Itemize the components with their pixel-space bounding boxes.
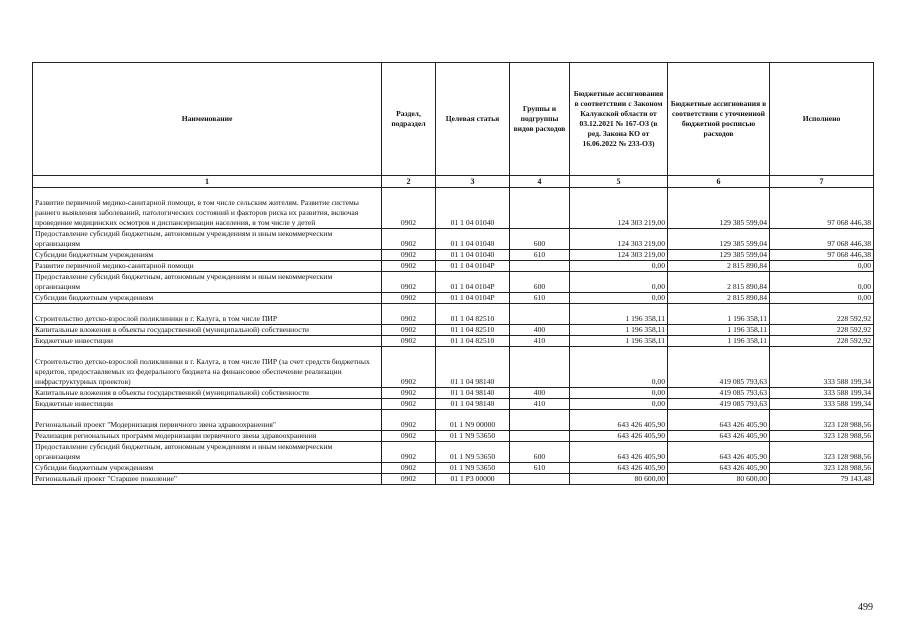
header-name: Наименование	[33, 63, 382, 176]
header-row	[33, 63, 874, 176]
cell-section: 0902	[382, 474, 436, 485]
column-number: 3	[436, 176, 510, 188]
cell-expense-group: 600	[510, 272, 570, 293]
cell-budget-schedule: 419 085 793,63	[668, 347, 770, 388]
cell-expense-group: 600	[510, 229, 570, 250]
cell-executed: 79 143,48	[770, 474, 874, 485]
cell-expense-group	[510, 347, 570, 388]
cell-executed: 0,00	[770, 272, 874, 293]
cell-expense-group: 600	[510, 442, 570, 463]
cell-executed: 97 068 446,38	[770, 229, 874, 250]
cell-law-allocation: 1 196 358,11	[570, 325, 668, 336]
cell-budget-schedule: 2 815 890,84	[668, 261, 770, 272]
cell-name: Развитие первичной медико-санитарной помощи	[33, 261, 382, 272]
cell-executed: 228 592,92	[770, 304, 874, 325]
cell-budget-schedule: 1 196 358,11	[668, 304, 770, 325]
cell-expense-group: 610	[510, 293, 570, 304]
cell-executed: 0,00	[770, 261, 874, 272]
table-row	[33, 250, 874, 261]
cell-law-allocation: 1 196 358,11	[570, 304, 668, 325]
cell-expense-group: 610	[510, 250, 570, 261]
cell-section: 0902	[382, 410, 436, 431]
table-body	[33, 188, 874, 485]
cell-law-allocation: 124 303 219,00	[570, 229, 668, 250]
cell-budget-schedule: 129 385 599,04	[668, 250, 770, 261]
budget-table	[32, 62, 874, 485]
cell-budget-schedule: 419 085 793,63	[668, 388, 770, 399]
cell-target-item: 01 1 04 01040	[436, 229, 510, 250]
table-row	[33, 442, 874, 463]
table-row	[33, 463, 874, 474]
cell-law-allocation: 0,00	[570, 388, 668, 399]
cell-name: Реализация региональных программ модернизации первичного звена здравоохранения	[33, 431, 382, 442]
cell-target-item: 01 1 04 01040	[436, 250, 510, 261]
cell-law-allocation: 0,00	[570, 272, 668, 293]
cell-name: Капитальные вложения в объекты государственной (муниципальной) собственности	[33, 325, 382, 336]
table-row	[33, 272, 874, 293]
cell-section: 0902	[382, 188, 436, 229]
cell-budget-schedule: 643 426 405,90	[668, 463, 770, 474]
cell-section: 0902	[382, 250, 436, 261]
cell-law-allocation: 80 600,00	[570, 474, 668, 485]
cell-law-allocation: 124 303 219,00	[570, 250, 668, 261]
cell-executed: 323 128 988,56	[770, 442, 874, 463]
table-row	[33, 293, 874, 304]
header-law-allocation: Бюджетные ассигнования в соответствии с Законом Калужской области от 03.12.2021 № 167-ОЗ (в ред. Закона КО от 16.06.2022 № 233-ОЗ)	[570, 63, 668, 176]
cell-expense-group: 410	[510, 336, 570, 347]
cell-executed: 333 588 199,34	[770, 388, 874, 399]
cell-target-item: 01 1 04 98140	[436, 347, 510, 388]
cell-expense-group: 400	[510, 325, 570, 336]
cell-executed: 97 068 446,38	[770, 250, 874, 261]
cell-budget-schedule: 80 600,00	[668, 474, 770, 485]
cell-executed: 333 588 199,34	[770, 347, 874, 388]
cell-law-allocation: 0,00	[570, 293, 668, 304]
cell-budget-schedule: 2 815 890,84	[668, 272, 770, 293]
table-row	[33, 336, 874, 347]
cell-executed: 323 128 988,56	[770, 463, 874, 474]
cell-section: 0902	[382, 388, 436, 399]
column-number: 7	[770, 176, 874, 188]
cell-section: 0902	[382, 399, 436, 410]
cell-section: 0902	[382, 229, 436, 250]
header-expense-group: Группы и подгруппы видов расходов	[510, 63, 570, 176]
cell-expense-group: 610	[510, 463, 570, 474]
cell-expense-group	[510, 304, 570, 325]
cell-executed: 323 128 988,56	[770, 431, 874, 442]
cell-section: 0902	[382, 304, 436, 325]
header-budget-schedule: Бюджетные ассигнования в соответствии с уточненной бюджетной росписью расходов	[668, 63, 770, 176]
cell-expense-group: 410	[510, 399, 570, 410]
cell-name: Бюджетные инвестиции	[33, 399, 382, 410]
cell-section: 0902	[382, 347, 436, 388]
cell-target-item: 01 1 04 01040	[436, 188, 510, 229]
column-number: 2	[382, 176, 436, 188]
cell-executed: 0,00	[770, 293, 874, 304]
cell-name: Субсидии бюджетным учреждениям	[33, 293, 382, 304]
cell-budget-schedule: 643 426 405,90	[668, 410, 770, 431]
cell-name: Субсидии бюджетным учреждениям	[33, 463, 382, 474]
page-number: 499	[858, 602, 873, 613]
cell-executed: 323 128 988,56	[770, 410, 874, 431]
column-number: 1	[33, 176, 382, 188]
cell-expense-group	[510, 188, 570, 229]
cell-budget-schedule: 129 385 599,04	[668, 188, 770, 229]
cell-target-item: 01 1 N9 53650	[436, 463, 510, 474]
header-target-item: Целевая статья	[436, 63, 510, 176]
cell-section: 0902	[382, 336, 436, 347]
cell-expense-group	[510, 431, 570, 442]
cell-budget-schedule: 1 196 358,11	[668, 336, 770, 347]
cell-name: Строительство детско-взрослой поликлиники в г. Калуга, в том числе ПИР	[33, 304, 382, 325]
cell-target-item: 01 1 04 0104P	[436, 272, 510, 293]
table-row	[33, 474, 874, 485]
table-row	[33, 188, 874, 229]
cell-law-allocation: 643 426 405,90	[570, 431, 668, 442]
cell-name: Развитие первичной медико-санитарной помощи, в том числе сельским жителям. Развитие системы раннего выявления заболеваний, патологических состояний и факторов риска их развития, включая проведение медицинских осмотров и диспансеризации населения, в том числе у детей	[33, 188, 382, 229]
table-row	[33, 388, 874, 399]
cell-executed: 228 592,92	[770, 325, 874, 336]
table-row	[33, 399, 874, 410]
cell-budget-schedule: 419 085 793,63	[668, 399, 770, 410]
cell-target-item: 01 1 P3 00000	[436, 474, 510, 485]
cell-section: 0902	[382, 442, 436, 463]
cell-target-item: 01 1 04 82510	[436, 325, 510, 336]
cell-name: Предоставление субсидий бюджетным, автономным учреждениям и иным некоммерческим организациям	[33, 272, 382, 293]
cell-name: Региональный проект "Модернизация первичного звена здравоохранения"	[33, 410, 382, 431]
cell-law-allocation: 643 426 405,90	[570, 463, 668, 474]
cell-law-allocation: 643 426 405,90	[570, 442, 668, 463]
cell-budget-schedule: 643 426 405,90	[668, 442, 770, 463]
cell-name: Субсидии бюджетным учреждениям	[33, 250, 382, 261]
cell-section: 0902	[382, 463, 436, 474]
cell-law-allocation: 0,00	[570, 261, 668, 272]
table-row	[33, 347, 874, 388]
cell-law-allocation: 0,00	[570, 347, 668, 388]
column-number: 4	[510, 176, 570, 188]
cell-section: 0902	[382, 261, 436, 272]
cell-name: Предоставление субсидий бюджетным, автономным учреждениям и иным некоммерческим организациям	[33, 229, 382, 250]
cell-expense-group	[510, 474, 570, 485]
cell-law-allocation: 1 196 358,11	[570, 336, 668, 347]
cell-target-item: 01 1 N9 53650	[436, 442, 510, 463]
table-row	[33, 325, 874, 336]
cell-executed: 228 592,92	[770, 336, 874, 347]
cell-executed: 97 068 446,38	[770, 188, 874, 229]
cell-target-item: 01 1 04 0104P	[436, 293, 510, 304]
cell-budget-schedule: 643 426 405,90	[668, 431, 770, 442]
cell-target-item: 01 1 04 82510	[436, 304, 510, 325]
cell-target-item: 01 1 N9 00000	[436, 410, 510, 431]
cell-law-allocation: 124 303 219,00	[570, 188, 668, 229]
column-number: 6	[668, 176, 770, 188]
cell-expense-group	[510, 410, 570, 431]
cell-section: 0902	[382, 431, 436, 442]
cell-law-allocation: 643 426 405,90	[570, 410, 668, 431]
cell-budget-schedule: 129 385 599,04	[668, 229, 770, 250]
cell-target-item: 01 1 04 82510	[436, 336, 510, 347]
cell-name: Предоставление субсидий бюджетным, автономным учреждениям и иным некоммерческим организациям	[33, 442, 382, 463]
cell-section: 0902	[382, 293, 436, 304]
cell-name: Капитальные вложения в объекты государственной (муниципальной) собственности	[33, 388, 382, 399]
cell-section: 0902	[382, 325, 436, 336]
table-row	[33, 431, 874, 442]
cell-target-item: 01 1 04 0104P	[436, 261, 510, 272]
cell-expense-group	[510, 261, 570, 272]
cell-executed: 333 588 199,34	[770, 399, 874, 410]
cell-name: Региональный проект "Старшее поколение"	[33, 474, 382, 485]
column-number-row	[33, 176, 874, 188]
table-row	[33, 229, 874, 250]
cell-budget-schedule: 1 196 358,11	[668, 325, 770, 336]
cell-target-item: 01 1 04 98140	[436, 399, 510, 410]
table-row	[33, 261, 874, 272]
column-number: 5	[570, 176, 668, 188]
table-row	[33, 410, 874, 431]
cell-section: 0902	[382, 272, 436, 293]
header-section: Раздел, подраздел	[382, 63, 436, 176]
cell-name: Строительство детско-взрослой поликлиники в г. Калуга, в том числе ПИР (за счет средств бюджетных кредитов, предоставляемых из федерального бюджета на финансовое обеспечение реализации инфраструктурных проектов)	[33, 347, 382, 388]
header-executed: Исполнено	[770, 63, 874, 176]
cell-target-item: 01 1 04 98140	[436, 388, 510, 399]
cell-budget-schedule: 2 815 890,84	[668, 293, 770, 304]
cell-law-allocation: 0,00	[570, 399, 668, 410]
table-row	[33, 304, 874, 325]
cell-expense-group: 400	[510, 388, 570, 399]
cell-target-item: 01 1 N9 53650	[436, 431, 510, 442]
cell-name: Бюджетные инвестиции	[33, 336, 382, 347]
